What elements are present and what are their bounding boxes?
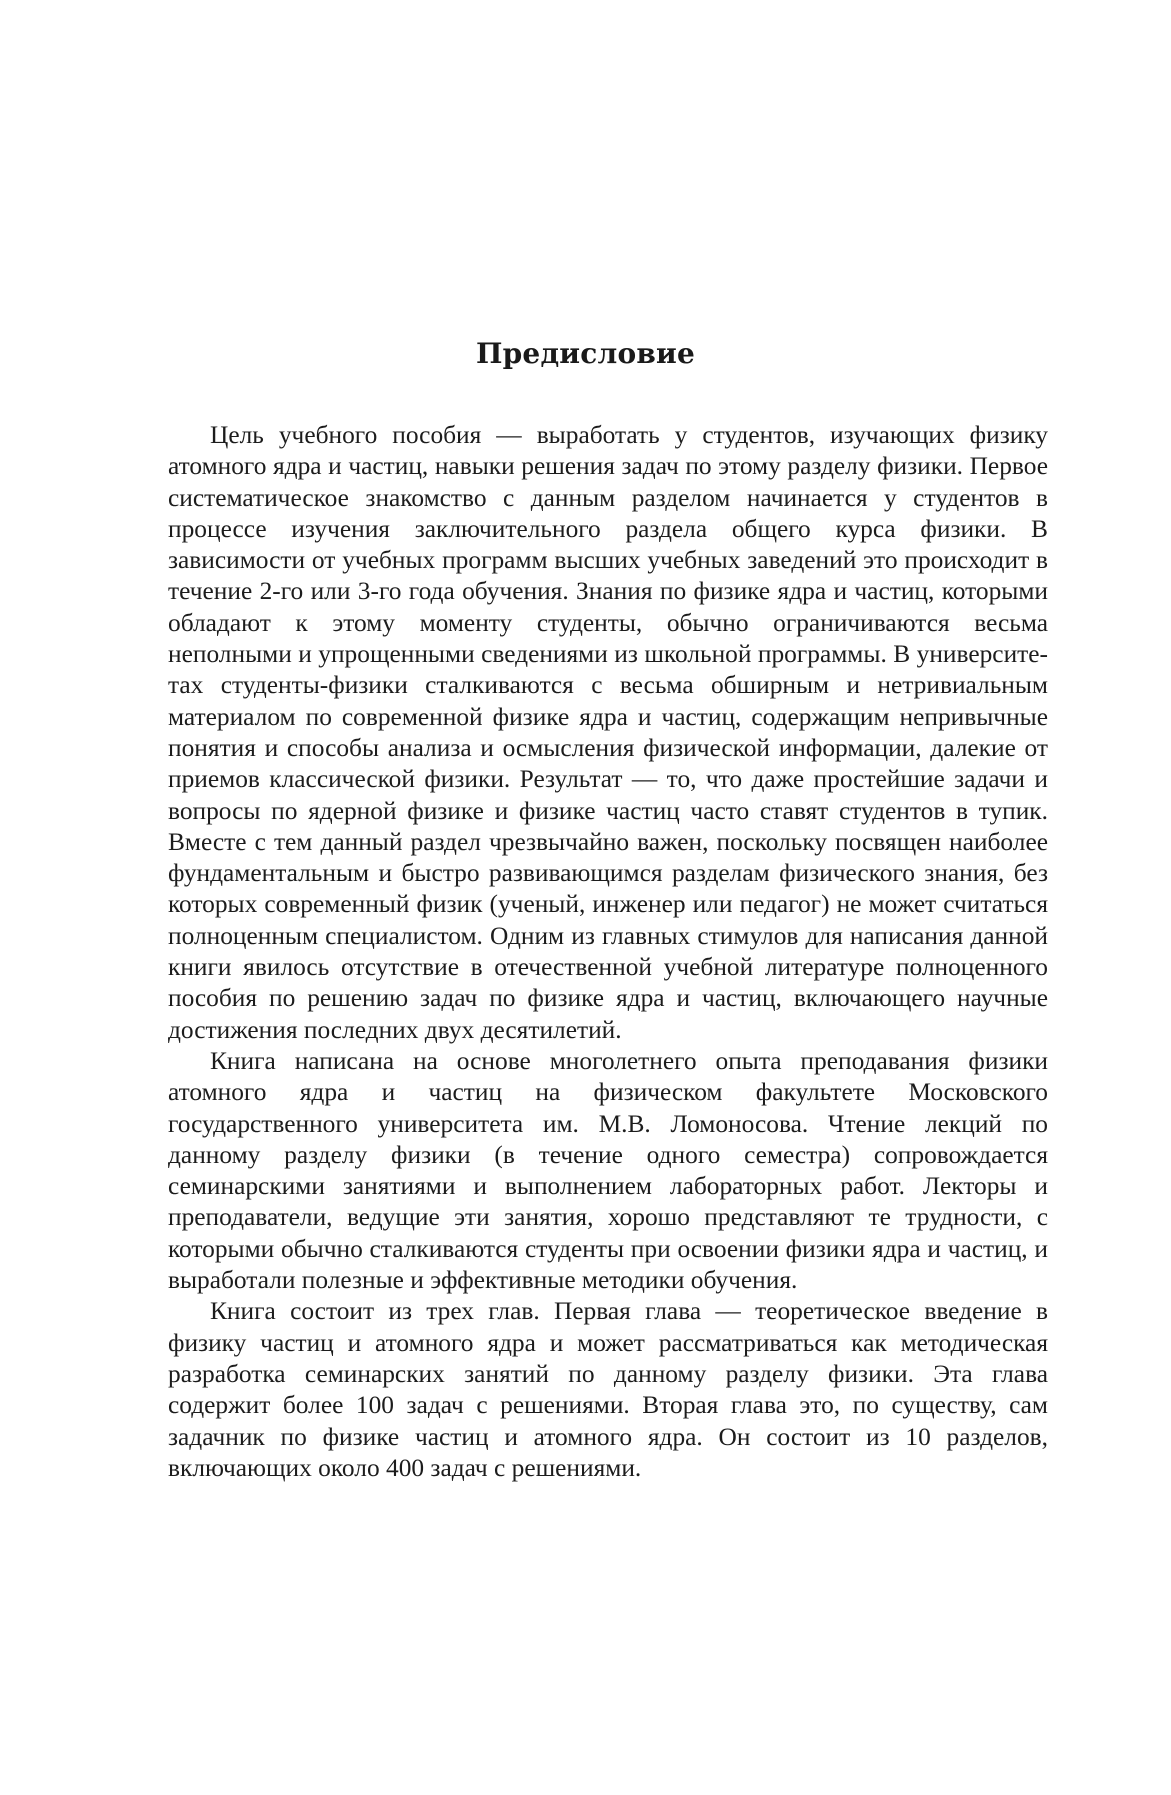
paragraph-2: Книга написана на основе многолетнего опыта преподавания физики атомного ядра и частиц на физическом факультете Московского государственного университета им. М.В. Ломоносова. Чтение лекций по данному разделу физики (в течение одного семестра) сопровождается семинарскими занятиями и выполнением лабораторных работ. Лекторы и преподаватели, ведущие эти занятия, хорошо представляют те трудности, с которыми обычно сталкиваются студенты при освоении физики ядра и частиц, и выработали полезные и эффективные методики обучения. — [168, 1046, 1048, 1295]
page-title: Предисловие — [476, 336, 695, 370]
paragraph-1: Цель учебного пособия — выработать у студентов, изучающих физику атомного ядра и частиц, навыки решения задач по этому разделу физики. Первое систематическое знакомство с данным разделом начинается у студентов в процессе изучения заключительного раздела общего курса физики. В зависимости от учебных программ высших учебных заведений это происходит в течение 2-го или 3-го года обучения. Знания по физике ядра и частиц, которыми обладают к этому моменту студенты, обычно ограничиваются весьма неполными и упрощенными сведениями из школьной программы. В университетах студенты-физики сталкиваются с весьма обширным и нетривиальным материалом по современной физике ядра и частиц, содержащим непривычные понятия и способы анализа и осмысления физической информации, далекие от приемов классической физики. Результат — то, что даже простейшие задачи и вопросы по ядерной физике и физике частиц часто ставят студентов в тупик. Вместе с тем данный раздел чрезвычайно важен, поскольку посвящен наиболее фундаментальным и быстро развивающимся разделам физического знания, без которых современный физик (ученый, инженер или педагог) не может считаться полноценным специалистом. Одним из главных стимулов для написания данной книги явилось отсутствие в отечественной учебной литературе полноценного пособия по решению задач по физике ядра и частиц, включающего научные достижения последних двух десятилетий. — [168, 421, 1048, 1044]
preface-body — [168, 420, 1048, 1484]
paragraph-3: Книга состоит из трех глав. Первая глава — теоретическое введение в физику частиц и атомного ядра и может рассматриваться как методическая разработка семинарских занятий по данному разделу физики. Эта глава содержит более 100 задач с решениями. Вторая глава это, по существу, сам задачник по физике частиц и атомного ядра. Он состоит из 10 разделов, включающих около 400 задач с решениями. — [168, 1297, 1048, 1482]
